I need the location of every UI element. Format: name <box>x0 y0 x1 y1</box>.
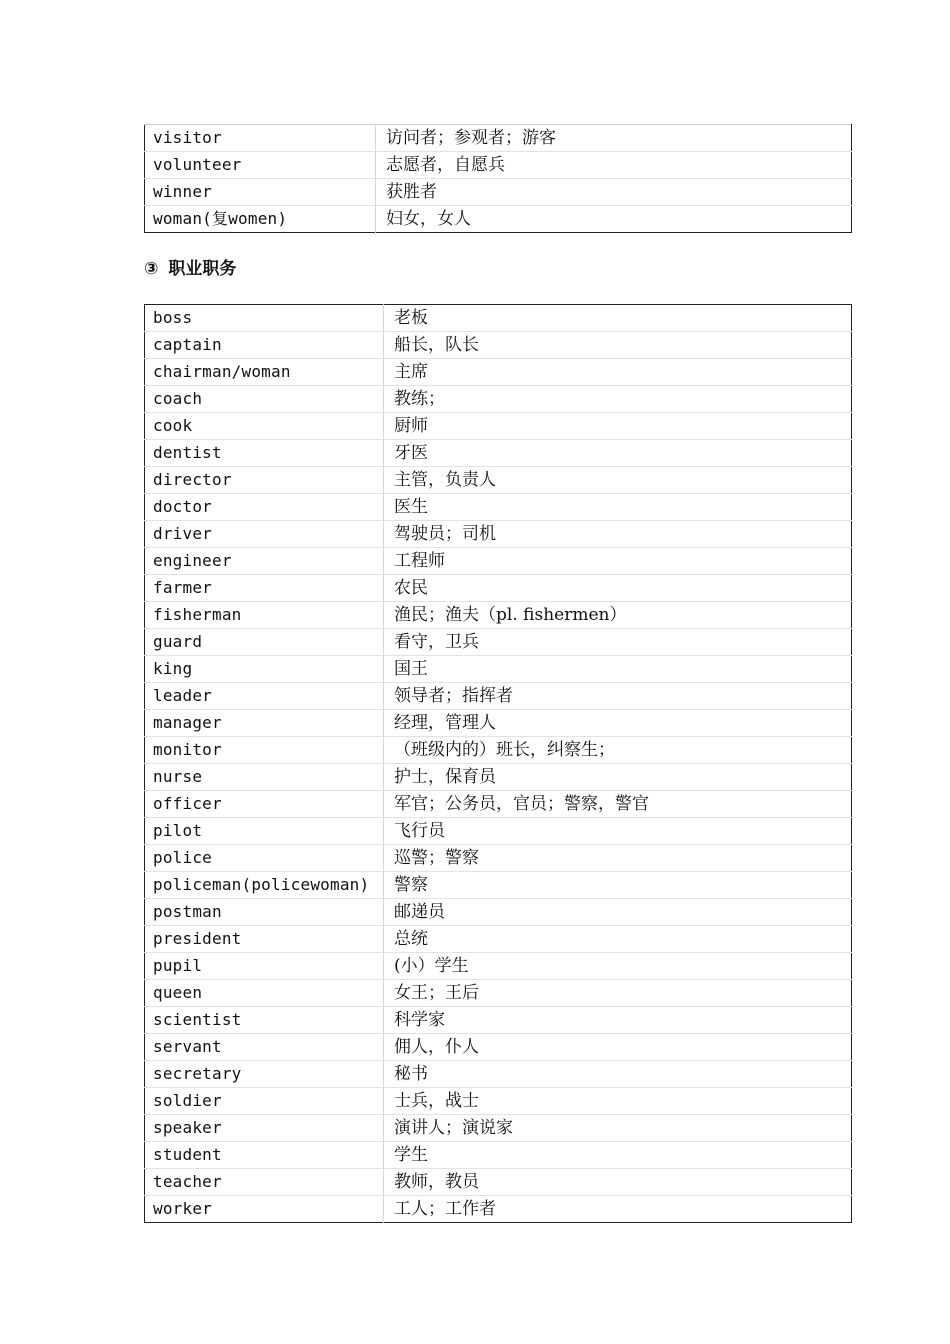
english-word: pupil <box>145 953 384 980</box>
english-word: postman <box>145 899 384 926</box>
english-word: pilot <box>145 818 384 845</box>
table-row <box>145 152 852 179</box>
chinese-meaning: 国王 <box>384 656 852 683</box>
chinese-meaning: 经理，管理人 <box>384 710 852 737</box>
english-word: volunteer <box>145 152 376 179</box>
english-word: leader <box>145 683 384 710</box>
table-row <box>145 494 852 521</box>
english-word: dentist <box>145 440 384 467</box>
table-row <box>145 1169 852 1196</box>
english-word: doctor <box>145 494 384 521</box>
chinese-meaning: 志愿者，自愿兵 <box>376 152 852 179</box>
chinese-meaning: 老板 <box>384 305 852 332</box>
chinese-meaning: 访问者；参观者；游客 <box>376 125 852 152</box>
table-row <box>145 206 852 233</box>
english-word: manager <box>145 710 384 737</box>
table-row <box>145 737 852 764</box>
vocabulary-table-occupations <box>144 304 852 1223</box>
table-row <box>145 764 852 791</box>
chinese-meaning: 军官；公务员，官员；警察，警官 <box>384 791 852 818</box>
table-body <box>145 125 852 233</box>
table-row <box>145 980 852 1007</box>
english-word: secretary <box>145 1061 384 1088</box>
chinese-meaning: 厨师 <box>384 413 852 440</box>
table-body <box>145 305 852 1223</box>
section-heading <box>144 256 236 282</box>
english-word: queen <box>145 980 384 1007</box>
table-row <box>145 683 852 710</box>
chinese-meaning: 主管，负责人 <box>384 467 852 494</box>
table-row <box>145 1061 852 1088</box>
table-row <box>145 629 852 656</box>
english-word: monitor <box>145 737 384 764</box>
english-word: soldier <box>145 1088 384 1115</box>
chinese-meaning: (小）学生 <box>384 953 852 980</box>
chinese-meaning: 船长，队长 <box>384 332 852 359</box>
table-row <box>145 1007 852 1034</box>
chinese-meaning: 士兵，战士 <box>384 1088 852 1115</box>
table-row <box>145 386 852 413</box>
table-row <box>145 845 852 872</box>
english-word: student <box>145 1142 384 1169</box>
chinese-meaning: 飞行员 <box>384 818 852 845</box>
table-row <box>145 953 852 980</box>
chinese-meaning: 获胜者 <box>376 179 852 206</box>
section-title: 职业职务 <box>168 259 237 279</box>
chinese-meaning: 驾驶员；司机 <box>384 521 852 548</box>
table-row <box>145 791 852 818</box>
english-word: police <box>145 845 384 872</box>
english-word: visitor <box>145 125 376 152</box>
chinese-meaning: 邮递员 <box>384 899 852 926</box>
chinese-meaning: 主席 <box>384 359 852 386</box>
table-row <box>145 125 852 152</box>
table-row <box>145 1196 852 1223</box>
chinese-meaning: 总统 <box>384 926 852 953</box>
chinese-meaning: 女王；王后 <box>384 980 852 1007</box>
english-word: cook <box>145 413 384 440</box>
table-row <box>145 575 852 602</box>
table-row <box>145 440 852 467</box>
table-row <box>145 872 852 899</box>
english-word: speaker <box>145 1115 384 1142</box>
english-word: president <box>145 926 384 953</box>
chinese-meaning: 工人；工作者 <box>384 1196 852 1223</box>
chinese-meaning: 学生 <box>384 1142 852 1169</box>
chinese-meaning: 医生 <box>384 494 852 521</box>
table-row <box>145 179 852 206</box>
chinese-meaning: （班级内的）班长，纠察生； <box>384 737 852 764</box>
table-row <box>145 656 852 683</box>
english-word: captain <box>145 332 384 359</box>
table-row <box>145 359 852 386</box>
english-word: woman(复women) <box>153 209 288 228</box>
english-word: winner <box>145 179 376 206</box>
table-row <box>145 548 852 575</box>
english-word: driver <box>145 521 384 548</box>
english-word: worker <box>153 1199 212 1218</box>
table-row <box>145 710 852 737</box>
chinese-meaning: 工程师 <box>384 548 852 575</box>
section-number: ③ <box>144 259 159 279</box>
english-word: nurse <box>145 764 384 791</box>
table-row <box>145 413 852 440</box>
table-row <box>145 305 852 332</box>
table-row <box>145 1142 852 1169</box>
english-word: boss <box>145 305 384 332</box>
english-word: director <box>145 467 384 494</box>
english-word: farmer <box>145 575 384 602</box>
chinese-meaning: 护士，保育员 <box>384 764 852 791</box>
english-word: guard <box>145 629 384 656</box>
english-word: scientist <box>145 1007 384 1034</box>
english-word: engineer <box>145 548 384 575</box>
chinese-meaning: 看守，卫兵 <box>384 629 852 656</box>
table-row <box>145 602 852 629</box>
chinese-meaning: 警察 <box>384 872 852 899</box>
chinese-meaning: 渔民；渔夫（pl. fishermen） <box>384 602 852 629</box>
english-word: policeman(policewoman) <box>145 872 384 899</box>
table-row <box>145 1115 852 1142</box>
table-row <box>145 332 852 359</box>
chinese-meaning: 科学家 <box>384 1007 852 1034</box>
english-word: teacher <box>145 1169 384 1196</box>
chinese-meaning: 农民 <box>384 575 852 602</box>
table-row <box>145 521 852 548</box>
table-row <box>145 467 852 494</box>
chinese-meaning: 教练； <box>384 386 852 413</box>
chinese-meaning: 演讲人；演说家 <box>384 1115 852 1142</box>
english-word: servant <box>145 1034 384 1061</box>
table-row <box>145 1088 852 1115</box>
english-word: officer <box>145 791 384 818</box>
chinese-meaning: 妇女，女人 <box>376 206 852 233</box>
english-word: king <box>145 656 384 683</box>
english-word: coach <box>145 386 384 413</box>
chinese-meaning: 牙医 <box>384 440 852 467</box>
chinese-meaning: 秘书 <box>384 1061 852 1088</box>
chinese-meaning: 巡警；警察 <box>384 845 852 872</box>
chinese-meaning: 领导者；指挥者 <box>384 683 852 710</box>
table-row <box>145 926 852 953</box>
chinese-meaning: 佣人，仆人 <box>384 1034 852 1061</box>
table-row <box>145 1034 852 1061</box>
table-row <box>145 899 852 926</box>
vocabulary-table-people <box>144 124 852 233</box>
english-word: chairman/woman <box>145 359 384 386</box>
chinese-meaning: 教师，教员 <box>384 1169 852 1196</box>
english-word: fisherman <box>145 602 384 629</box>
table-row <box>145 818 852 845</box>
